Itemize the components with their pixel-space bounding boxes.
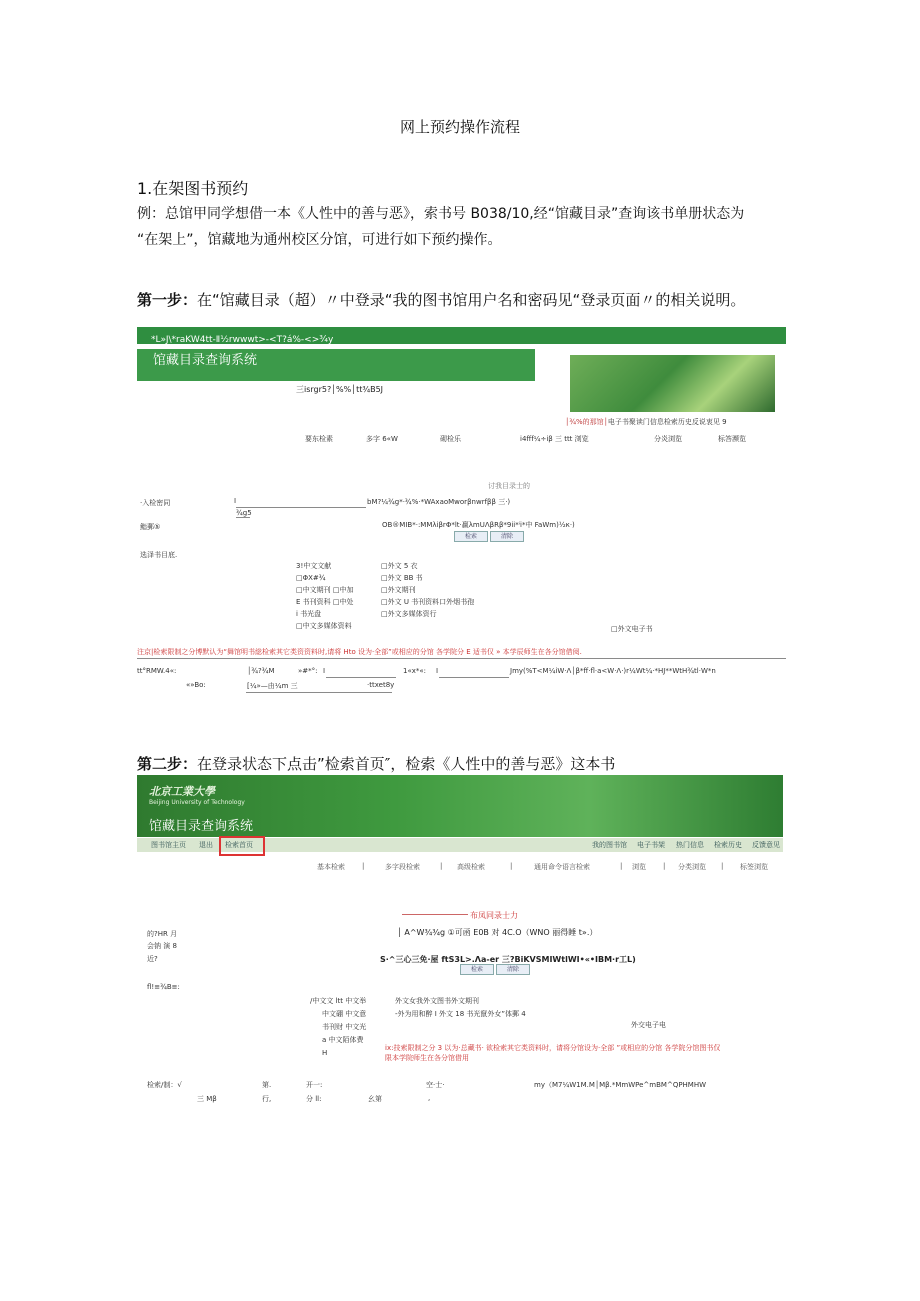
step1-instruction	[137, 289, 745, 310]
lib-option[interactable]: 书刊财 中文光	[322, 1023, 367, 1031]
bottom2-label-6: 行,	[262, 1095, 272, 1103]
search-button-2[interactable]: 检索	[460, 964, 494, 975]
db-option[interactable]: □外文期刊	[381, 586, 416, 594]
field-label-3: 近?	[147, 955, 158, 963]
bottom2-label-7: 分 ll:	[306, 1095, 322, 1103]
tab-sep: |	[440, 862, 443, 870]
screenshot1-hint: 讨我目录士的	[488, 482, 530, 490]
document-title: 网上预约操作流程	[399, 118, 520, 136]
bottom2-label-9: ,	[428, 1094, 431, 1102]
bottom-field-5[interactable]: [¼»—由¼m 三	[247, 682, 298, 690]
step2-text: 在登录状态下点击”检索首页″，检索《人性中的善与恶》这本书	[197, 755, 616, 773]
nav-ebook-shelf[interactable]: 电子书架	[637, 841, 665, 849]
system-title: 馆藏目录查询系统	[149, 819, 254, 834]
bottom-field-3-marker: I	[436, 667, 439, 675]
screenshot1-note: 注京|检索限制之分博默认为“舞馆明书総检索其它类资资料时,请将 Hto 设为·全部”或相应的分馆 各学院分 E 适书仅 » 本学辰师生在各分馆借阅.	[137, 648, 582, 656]
db-option[interactable]: i 书光盘	[296, 610, 322, 618]
example-paragraph-line2: “在架上”，馆藏地为通州校区分馆，可进行如下预约操作。	[137, 232, 502, 248]
my-library-link[interactable]: │¾%的那馆│	[565, 418, 608, 426]
db-option[interactable]: □外文 U 书刊资料口外烟书孢	[381, 598, 475, 606]
tab-tag-browse[interactable]: 标签浏览	[740, 863, 768, 871]
search-tab-4[interactable]: i4fff¼÷iβ 三 ttt 浏览	[520, 435, 589, 443]
screenshot1-links[interactable]: 三isrgr5?│%%│tt¾B5J	[296, 385, 384, 394]
db-option[interactable]: □外文 5 衣	[381, 562, 418, 570]
step2-label: 第二步：	[137, 755, 198, 773]
search-field-sub: ¾g5	[236, 509, 252, 517]
bottom-label-4: «»Bo:	[186, 681, 206, 689]
nav-my-library[interactable]: 我的图书馆	[592, 841, 627, 849]
screenshot2-note-line2: 限本学院师生在各分馆借用	[385, 1054, 469, 1062]
search-button[interactable]: 检索	[454, 531, 488, 542]
screenshot1-top-bar	[137, 327, 786, 344]
search-tab-5[interactable]: 分炎浏览	[654, 435, 682, 443]
lib-option[interactable]: H	[322, 1049, 328, 1057]
tab-sep: |	[663, 862, 666, 870]
search-input-line[interactable]	[236, 507, 366, 508]
bottom-field-2-marker: I	[323, 667, 326, 675]
screenshot2-note-line1: ix:技索限制之分 3 以为·总藏书· 欲检索其它类资料时，请将分馆设为·全部 ”或相应的分馆 各学院分馆图书仅	[385, 1044, 721, 1052]
foreign-ebook-option-2[interactable]: 外交电子电	[631, 1021, 666, 1029]
search-input-row[interactable]: │ A^W¾¾g ①可函 E0B 对 4C.O（WNO 丽得睡 t».）	[397, 928, 598, 937]
hint-underline	[402, 914, 468, 915]
screenshot2-header	[137, 775, 783, 837]
lib-option[interactable]: 外文女我外文图书外文期刊	[395, 997, 479, 1005]
step1-text: 在“馆藏目录（超）〃中登录“我的图书馆用户名和密码见“登录页面〃的相关说明。	[197, 291, 746, 309]
screenshot1-right-links	[565, 417, 727, 427]
db-option[interactable]: □中文多媒体资料	[296, 622, 352, 630]
bottom-field-1[interactable]: │¾?¾M	[247, 667, 275, 675]
nav-feedback[interactable]: 反馈意见	[752, 841, 780, 849]
divider	[137, 658, 786, 659]
field-label-1: 的?HR 月	[147, 930, 178, 938]
bottom-field-4[interactable]: Jmy(%T<M¼iW·Λ│β*ff·fl·a<W·Λ·)r¼Wt¼·*HJ**WtH¾tl·W*n	[510, 667, 716, 675]
university-logo	[149, 783, 245, 806]
search-tab-6[interactable]: 标答濒览	[718, 435, 746, 443]
bottom-label-2: »#*°:	[298, 667, 318, 675]
search-tab-2[interactable]: 多字 6«W	[366, 435, 398, 443]
foreign-ebook-option[interactable]: □外文电子书	[611, 625, 653, 633]
step1-label: 第一步：	[137, 291, 198, 309]
logo-subtitle: Beijing University of Technology	[149, 799, 245, 806]
db-checkbox-col2[interactable]	[381, 560, 474, 620]
search-field-right: bM?¼¾g*·¾%·*WAxaoMworβnwrfββ 三·)	[367, 498, 511, 506]
bottom-label-1: tt°RMW.4«:	[137, 667, 177, 675]
highlight-box	[219, 836, 265, 856]
nav-search-home[interactable]: 检索首页	[225, 841, 253, 849]
bottom2-field[interactable]: my（M7¼W1M.M│Mβ.*MmWPe^mBM^QPHMHW	[534, 1081, 707, 1089]
tab-basic[interactable]: 基本检索	[317, 863, 345, 871]
search-type-options[interactable]: OB®MIB*·:MMλiβrΦ*lt·赢λmUΛβRβ*9ii*ⁱi*中 FaWm)½к·)	[382, 521, 575, 529]
tab-multi-field[interactable]: 多字段检索	[385, 863, 420, 871]
db-option[interactable]: □外文多媒体资行	[381, 610, 437, 618]
tab-class-browse[interactable]: 分类浏览	[678, 863, 706, 871]
nav-search-history[interactable]: 检索历史	[714, 841, 742, 849]
bottom2-label-5: 三 Mβ	[197, 1095, 217, 1103]
tab-sep: |	[510, 862, 513, 870]
tab-browse[interactable]: 浏览	[632, 863, 646, 871]
db-option[interactable]: E 书刊资科 □中处	[296, 598, 354, 606]
screenshot2-hint: 布凤同录士力	[470, 911, 518, 920]
example-paragraph-line1: 例：总馆甲同学想借一本《人性中的善与恶》，索书号 B038/10,经“馆藏目录”查询该书单册状态为	[137, 206, 745, 222]
banner-title: 馆藏目录查询系统	[153, 353, 258, 368]
other-links[interactable]: 电子书聚读门信息检索历史反说衷见 9	[607, 418, 727, 426]
db-option[interactable]: □外文 BB 书	[381, 574, 423, 582]
bottom2-label-2: 第.	[262, 1081, 272, 1089]
search-input-marker: I	[234, 497, 237, 505]
field-label-2: 会钠 演 8	[147, 942, 177, 950]
tab-sep: |	[362, 862, 365, 870]
lib-checkbox-col1[interactable]	[310, 995, 366, 1060]
bottom-underline	[246, 692, 392, 693]
tab-ccl[interactable]: 通用命令语言检索	[534, 863, 590, 871]
db-option[interactable]: 3!中文文献	[296, 562, 332, 570]
db-checkbox-col1[interactable]	[296, 560, 386, 632]
nav-hot-info[interactable]: 热门信息	[676, 841, 704, 849]
bottom-field-6[interactable]: ·ttxet8y	[367, 681, 395, 689]
bottom-field-3[interactable]	[439, 677, 509, 678]
lib-option[interactable]: /中文文 ltt 中文举	[310, 997, 367, 1005]
select-db-label: 选泽书目底.	[140, 551, 178, 559]
screenshot1-banner	[137, 349, 535, 381]
nav-home[interactable]: 图书馆主页	[151, 841, 186, 849]
lib-checkbox-col2[interactable]	[395, 995, 526, 1021]
lib-option[interactable]: 中文硼 中文意	[322, 1010, 367, 1018]
lib-option[interactable]: a 中文陌体费	[322, 1036, 364, 1044]
search-field-label: ·入检密同	[140, 499, 171, 507]
search-tab-3[interactable]: 砌检乐	[440, 435, 461, 443]
search-type-row[interactable]: S·^三心三免·屋 ftS3L>.Λa-er 三?BiKVSMIWtlWI•«•IBM·r工L)	[380, 955, 636, 964]
nav-logout[interactable]: 退出	[199, 841, 213, 849]
bottom2-label-4: 空·士·	[426, 1081, 445, 1089]
section-heading: 1.在架图书预约	[137, 179, 249, 198]
lib-option[interactable]: -外为用和醉 I 外文 18 书光竄外女”体郵 4	[395, 1010, 526, 1018]
bottom2-label-3: 开一:	[306, 1081, 323, 1089]
search-tab-1[interactable]: 要东检素	[305, 435, 333, 443]
bottom2-label-8: 幺第	[368, 1095, 382, 1103]
logo-text: 北京工業大學	[149, 785, 215, 798]
tab-sep: |	[721, 862, 724, 870]
tab-sep: |	[620, 862, 623, 870]
clear-button[interactable]: 清除	[490, 531, 524, 542]
db-option[interactable]: □ΦX#¾	[296, 574, 326, 582]
db-option[interactable]: □中文期刊 □中加	[296, 586, 354, 594]
sub-underline	[236, 517, 250, 518]
clear-button-2[interactable]: 清除	[496, 964, 530, 975]
library-label: fl!≡¾B≡:	[147, 983, 180, 991]
tab-advanced[interactable]: 高级检索	[457, 863, 485, 871]
bottom-field-2[interactable]	[326, 677, 396, 678]
banner-photo	[570, 355, 775, 412]
top-bar-text: *L»J\*raKW4tt-Ⅱ½rwwwt>-<T?á%-<>¾y	[151, 335, 334, 345]
search-type-label: 鮨郵⑤	[140, 523, 161, 531]
step2-instruction	[137, 753, 615, 774]
bottom2-label-1: 检索/制：√	[147, 1081, 182, 1089]
bottom-label-3: 1«x*«:	[403, 667, 427, 675]
